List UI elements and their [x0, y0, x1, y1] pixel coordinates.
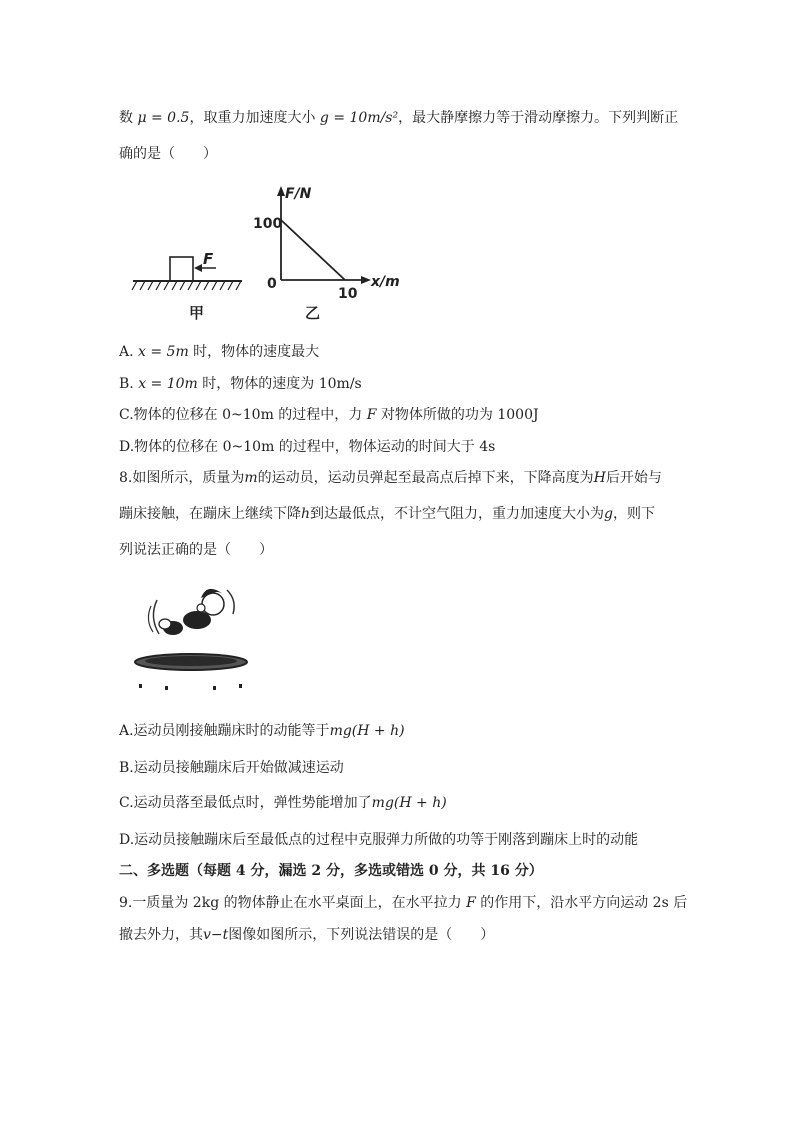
athlete-hand	[197, 604, 205, 612]
figure-yi	[253, 186, 400, 322]
option-text: C.物体的位移在 0~10m 的过程中，力	[119, 407, 367, 423]
x-tick-label: 10	[338, 286, 358, 302]
option-letter: B.	[119, 376, 139, 392]
option-expression: x = 5m	[138, 344, 189, 360]
option-text: A.运动员刚接触蹦床时的动能等于	[119, 723, 330, 739]
block	[170, 257, 193, 281]
option-expression: mg(H + h)	[329, 723, 405, 739]
x-axis-label: x/m	[371, 274, 400, 290]
q8-text: 后开始与	[605, 470, 662, 486]
option-expression: x = 10m	[138, 376, 198, 392]
y-axis-arrowhead	[277, 186, 285, 196]
q7-option-d: D.物体的位移在 0~10m 的过程中，物体运动的时间大于 4s	[119, 439, 496, 455]
g-expression: g = 10m/s²	[319, 110, 399, 126]
q7-stem-line1	[119, 108, 678, 128]
var-F: F	[466, 895, 476, 911]
q9-stem-line2	[119, 925, 494, 945]
option-expression: mg(H + h)	[371, 795, 447, 811]
q8-text: 的运动员，运动员弹起至最高点后掉下来，下降高度为	[257, 470, 594, 486]
q9-text: 图像如图所示，下列说法错误的是（ ）	[228, 927, 495, 943]
var-g: g	[604, 506, 613, 522]
q9-text: 的作用下，沿水平方向运动 2s 后	[475, 895, 688, 911]
section-title: 二、多选题（每题 4 分，漏选 2 分，多选或错选 0 分，共 16 分）	[119, 863, 543, 879]
q8-stem-line3: 列说法正确的是（ ）	[119, 542, 273, 558]
q7-text: ，取重力加速度大小	[189, 110, 320, 126]
option-text: C.运动员落至最低点时，弹性势能增加了	[119, 795, 372, 811]
force-label: F	[203, 250, 214, 268]
trampoline-figure	[127, 572, 257, 694]
option-text: 时，物体的速度最大	[188, 344, 320, 360]
y-axis-label: F/N	[285, 186, 312, 202]
ground-hatching	[132, 281, 241, 290]
athlete-head	[202, 593, 224, 615]
q8-option-b: B.运动员接触蹦床后开始做减速运动	[119, 760, 344, 776]
q7-text: 数	[119, 110, 138, 126]
var-h: h	[301, 506, 311, 522]
caption-yi: 乙	[305, 304, 321, 322]
q8-text: 8.如图所示，质量为	[119, 470, 245, 486]
q7-figure	[125, 174, 415, 326]
q9-stem-line1	[119, 893, 687, 913]
x-axis-arrowhead	[361, 276, 371, 284]
q8-option-c	[119, 793, 447, 813]
q8-text: 蹦床接触，在蹦床上继续下降	[119, 506, 301, 522]
q7-option-a	[119, 342, 319, 362]
trampoline-mat	[145, 656, 237, 666]
var-vt: v−t	[203, 927, 229, 943]
athlete-figure	[159, 589, 224, 635]
option-text: 时，物体的速度为 10m/s	[197, 376, 362, 392]
motion-arc-left-2	[148, 606, 153, 632]
q8-option-d: D.运动员接触蹦床后至最低点的过程中克服弹力所做的功等于刚落到蹦床上时的动能	[119, 832, 639, 848]
q8-stem-line1	[119, 468, 662, 488]
motion-arc-left	[153, 600, 159, 634]
caption-jia: 甲	[189, 304, 205, 322]
option-letter: A.	[119, 344, 139, 360]
athlete-body	[183, 611, 211, 629]
q9-text: 撤去外力，其	[119, 927, 203, 943]
q7-option-c	[119, 405, 539, 425]
option-text: 对物体所做的功为 1000J	[376, 407, 539, 423]
motion-arc-right	[227, 590, 234, 614]
trampoline-legs	[139, 684, 242, 690]
data-line	[281, 220, 345, 280]
athlete-foot	[159, 619, 171, 629]
var-H: H	[593, 470, 606, 486]
q7-option-b	[119, 374, 362, 394]
q8-text: 到达最低点，不计空气阻力，重力加速度大小为	[310, 506, 605, 522]
y-tick-label: 100	[253, 216, 283, 232]
q9-text: 9.一质量为 2kg 的物体静止在水平桌面上，在水平拉力	[119, 895, 467, 911]
var-m: m	[244, 470, 258, 486]
q8-text: ，则下	[613, 506, 655, 522]
figure-jia	[132, 250, 242, 322]
option-expression: F	[366, 407, 377, 423]
mu-expression: μ = 0.5	[137, 110, 190, 126]
q7-text: ，最大静摩擦力等于滑动摩擦力。下列判断正	[398, 110, 679, 126]
q8-option-a	[119, 721, 405, 741]
force-arrowhead	[194, 264, 202, 272]
q7-stem-line2: 确的是（ ）	[119, 146, 217, 162]
q8-stem-line2	[119, 504, 655, 524]
origin-label: 0	[267, 276, 277, 292]
